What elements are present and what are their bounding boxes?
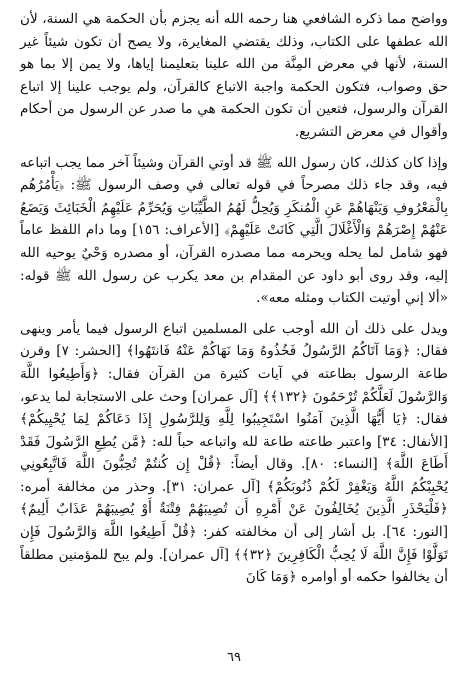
body-paragraph-2: وإذا كان كذلك، كان رسول الله ﷺ قد أوتي القرآن وشيئاً آخر مما يجب اتباعه فيه، وقد جاء ذلك مصرحاً في قوله تعالى في وصف الرسول ﷺ: ﴿يَأْمُرُهُم بِالْمَعْرُوفِ وَيَنْهَاهُمْ عَنِ الْمُنكَرِ وَيُحِلُّ لَهُمُ الطَّيِّبَاتِ وَيُحَرِّمُ عَلَيْهِمُ الْخَبَائِثَ وَيَضَعُ عَنْهُمْ إِصْرَهُمْ وَالْأَغْلَالَ الَّتِي كَانَتْ عَلَيْهِمْ﴾ [الأعراف: ١٥٦] وما دام اللفظ عاماً فهو شامل لما يحله ويحرمه مما مصدره القرآن، أو مصدره وَحْيٌ يوحيه الله إليه، وقد روى أبو داود عن المقدام بن معد يكرب عن رسول الله ﷺ قوله: «ألا إني أوتيت الكتاب ومثله معه».: [20, 154, 448, 307]
body-paragraph-3: ويدل على ذلك أن الله أوجب على المسلمين اتباع الرسول فيما يأمر وينهى فقال: ﴿وَمَا آتَاكُمُ الرَّسُولُ فَخُذُوهُ وَمَا نَهَاكُمْ عَنْهُ فَانتَهُوا﴾ [الحشر: ٧] وقرن طاعة الرسول بطاعته في آيات كثيرة من القرآن فقال: ﴿وَأَطِيعُوا اللَّهَ وَالرَّسُولَ لَعَلَّكُمْ تُرْحَمُونَ ﴿١٣٢﴾﴾ [آل عمران] وحث على الاستجابة لما يدعو، فقال: ﴿يَا أَيُّهَا الَّذِينَ آمَنُوا اسْتَجِيبُوا لِلَّهِ وَلِلرَّسُولِ إِذَا دَعَاكُمْ لِمَا يُحْيِيكُمْ﴾ [الأنفال: ٣٤] واعتبر طاعته طاعة لله واتباعه حباً لله: ﴿مَّن يُطِعِ الرَّسُولَ فَقَدْ أَطَاعَ اللَّهَ﴾ [النساء: ٨٠]. وقال أيضاً: ﴿قُلْ إِن كُنتُمْ تُحِبُّونَ اللَّهَ فَاتَّبِعُونِي يُحْبِبْكُمُ اللَّهُ وَيَغْفِرْ لَكُمْ ذُنُوبَكُمْ﴾ [آل عمران: ٣١]. وحذر من مخالفة أمره: ﴿فَلْيَحْذَرِ الَّذِينَ يُخَالِفُونَ عَنْ أَمْرِهِ أَن تُصِيبَهُمْ فِتْنَةٌ أَوْ يُصِيبَهُمْ عَذَابٌ أَلِيمٌ﴾ [النور: ٦٤]. بل أشار إلى أن مخالفته كفر: ﴿قُلْ أَطِيعُوا اللَّهَ وَالرَّسُولَ فَإِن تَوَلَّوْا فَإِنَّ اللَّهَ لَا يُحِبُّ الْكَافِرِينَ ﴿٣٢﴾﴾ [آل عمران]. ولم يبح للمؤمنين مطلقاً أن يخالفوا حكمه أو أوامره ﴿وَمَا كَانَ: [20, 320, 449, 586]
body-paragraph-1: وواضح مما ذكره الشافعي هنا رحمه الله أنه يجزم بأن الحكمة هي السنة، لأن الله عطفها على الكتاب، وذلك يقتضي المغايرة، ولا يصح أن تكون شيئاً غير السنة، لأنها في معرض المِنَّة من الله علينا بتعليمنا إياها، ولا يمن إلا بما هو حق وصواب، فتكون الحكمة واجبة الاتباع كالقرآن، ولم يوجب علينا إلا اتباع القرآن والرسول، فتعين أن تكون الحكمة هي ما صدر عن الرسول من أحكام وأقوال في معرض التشريع.: [20, 11, 448, 140]
page-number: ٦٩: [227, 650, 241, 665]
